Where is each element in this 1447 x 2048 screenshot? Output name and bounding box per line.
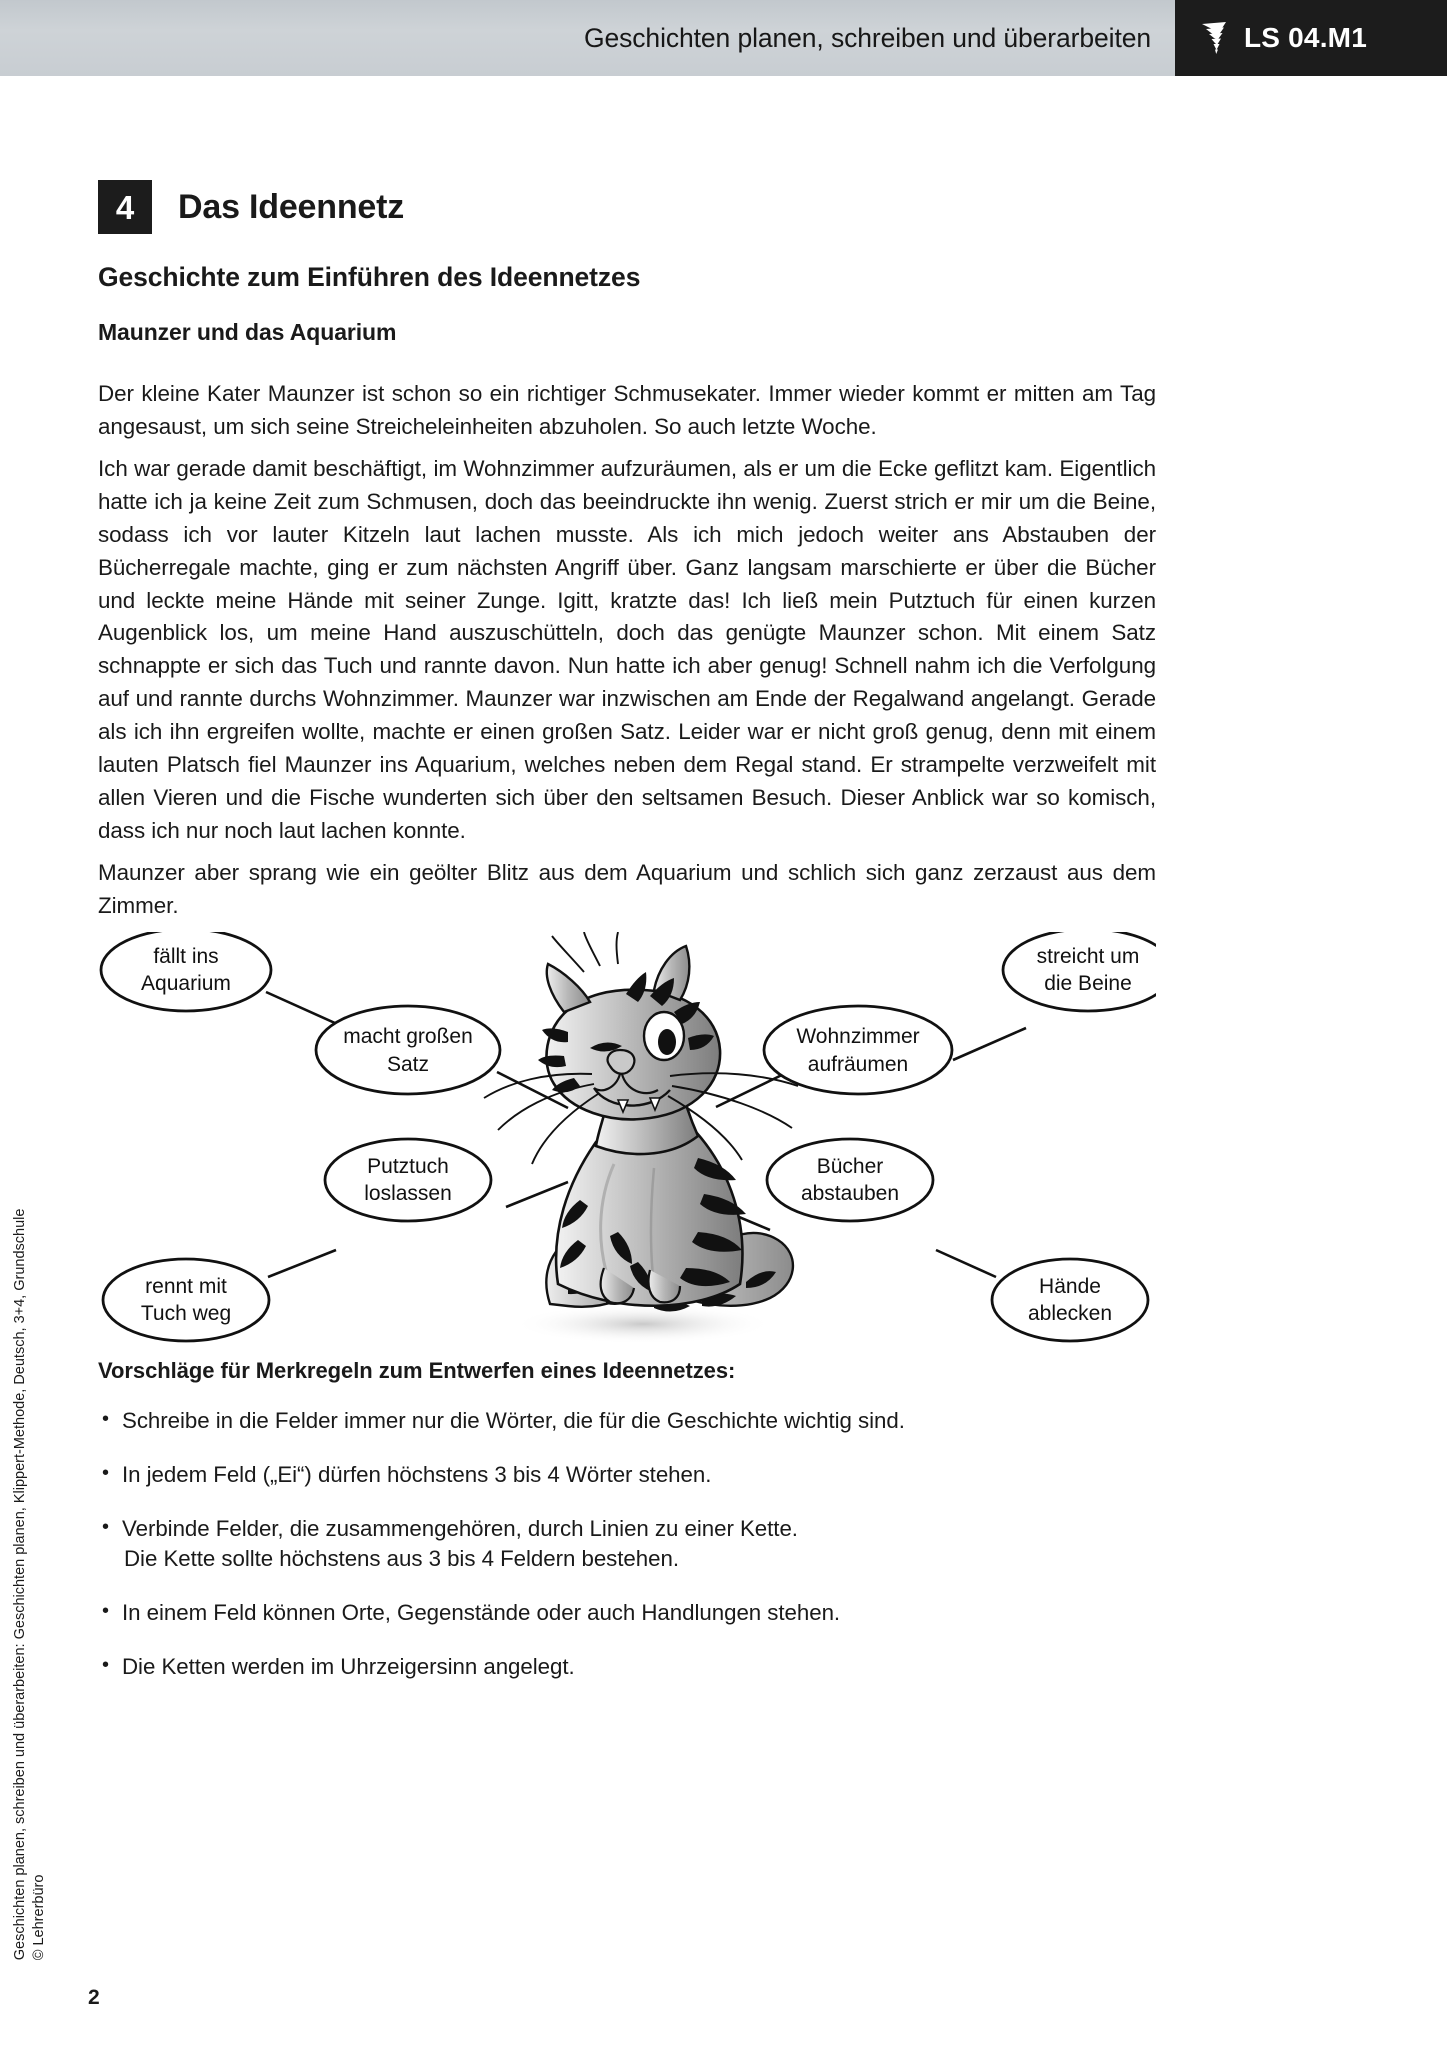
story-paragraph: Der kleine Kater Maunzer ist schon so ein richtiger Schmusekater. Immer wieder kommt er mitten am Tag angesaust, um sich seine Streicheleinheiten abzuholen. So auch letzte Woche. [98,381,1156,439]
bubble-label-line: Aquarium [141,971,231,995]
bubble-label-line: macht großen [343,1024,473,1048]
ideennetz-diagram [98,932,1156,1352]
bubble-label-line: Satz [386,1052,430,1076]
bubble-label-line: aufräumen [807,1052,909,1076]
klippert-swirl-icon [1200,21,1230,55]
page-title: Das Ideennetz [178,187,405,226]
bubble-rennt-mit-tuch-weg [103,1259,269,1341]
bubble-label-line: Putztuch [367,1154,449,1178]
content-column [98,180,1156,1706]
page-number: 2 [88,1986,100,2009]
bubble-faellt-ins-aquarium [101,932,271,1011]
rules-heading: Vorschläge für Merkregeln zum Entwerfen eines Ideennetzes: [98,1357,736,1383]
bubble-label-line: loslassen [364,1181,452,1205]
bubble-haende-ablecken [992,1259,1148,1341]
bubble-label-line: Hände [1039,1274,1101,1298]
story-paragraph: Maunzer aber sprang wie ein geölter Blitz aus dem Aquarium und schlich sich ganz zerzaust aus dem Zimmer. [98,859,1156,918]
bubble-label-line: Bücher [816,1154,884,1178]
rules-list [98,1406,1156,1683]
section-number-badge: 4 [98,180,152,234]
list-item [98,1406,1156,1436]
cat-illustration [484,932,798,1344]
side-credit-source: Geschichten planen, schreiben und überarbeiten: Geschichten planen, Klippert-Methode, Deutsch, 3+4, Grundschule [11,1208,28,1960]
bubble-label-line: fällt ins [153,944,219,968]
header-code-box [1175,0,1447,76]
list-item [98,1598,1156,1628]
bubble-label-line: ablecken [1027,1301,1113,1325]
page-header [0,0,1447,76]
rule-text: Schreibe in die Felder immer nur die Wörter, die für die Geschichte wichtig sind. [122,1407,905,1433]
rule-text: In jedem Feld („Ei“) dürfen höchstens 3 bis 4 Wörter stehen. [122,1461,712,1487]
section-subtitle: Geschichte zum Einführen des Ideennetzes [98,262,641,292]
header-code-label: LS 04.M1 [1244,22,1367,53]
bubble-label-line: Tuch weg [140,1301,232,1325]
list-item [98,1514,1156,1574]
rule-text: Die Ketten werden im Uhrzeigersinn angelegt. [122,1654,575,1680]
story-title: Maunzer und das Aquarium [98,319,397,345]
bubble-label-line: rennt mit [145,1274,227,1298]
rule-text: Verbinde Felder, die zusammengehören, durch Linien zu einer Kette. [122,1515,798,1541]
bubble-macht-grossen-satz [316,1006,500,1094]
header-title: Geschichten planen, schreiben und überarbeiten [583,22,1151,53]
side-credit [11,1120,47,1960]
rule-text-continuation: Die Kette sollte höchstens aus 3 bis 4 Feldern bestehen. [124,1546,679,1572]
rule-text: In einem Feld können Orte, Gegenstände oder auch Handlungen stehen. [122,1600,841,1626]
bubble-label-line: die Beine [1044,971,1132,995]
list-item [98,1460,1156,1490]
section-title-row [98,180,1156,234]
story-paragraph: Ich war gerade damit beschäftigt, im Wohnzimmer aufzuräumen, als er um die Ecke geflitzt kam. Eigentlich hatte ich ja keine Zeit zum Schmusen, doch das beeindruckte ihn wenig. Zuerst strich er mir um die Beine, sodass ich vor lauter Kitzeln laut lachen musste. Als ich mich jedoch weiter ans Abstauben der Bücherregale machte, ging er zum nächsten Angriff über. Ganz langsam marschierte er über die Bücher und leckte meine Hände mit seiner Zunge. Igitt, kratzte das! Ich ließ mein Putztuch für einen kurzen Augenblick los, um meine Hand auszuschütteln, doch das genügte Maunzer schon. Mit einem Satz schnappte er sich das Tuch und rannte davon. Nun hatte ich aber genug! Schnell nahm ich die Verfolgung auf und rannte durchs Wohnzimmer. Maunzer war inzwischen am Ende der Regalwand angelangt. Gerade als ich ihn ergreifen wollte, machte er einen großen Satz. Leider war er nicht groß genug, denn mit einem lauten Platsch fiel Maunzer ins Aquarium, welches neben dem Regal stand. Er strampelte verzweifelt mit allen Vieren und die Fische wunderten sich über den seltsamen Besuch. Dieser Anblick war so komisch, dass ich nur noch laut lachen konnte. [98,455,1156,843]
bubble-label-line: abstauben [800,1181,900,1205]
bubble-buecher-abstauben [767,1139,933,1221]
side-credit-copyright: © Lehrerbüro [30,1874,47,1960]
bubble-label-line: Wohnzimmer [796,1024,920,1048]
bubble-putztuch-loslassen [325,1139,491,1221]
bubble-label-line: streicht um [1036,944,1140,968]
bubble-streicht-um-die-beine [1003,932,1156,1011]
bubble-wohnzimmer-aufraeumen [764,1006,952,1094]
list-item [98,1652,1156,1682]
